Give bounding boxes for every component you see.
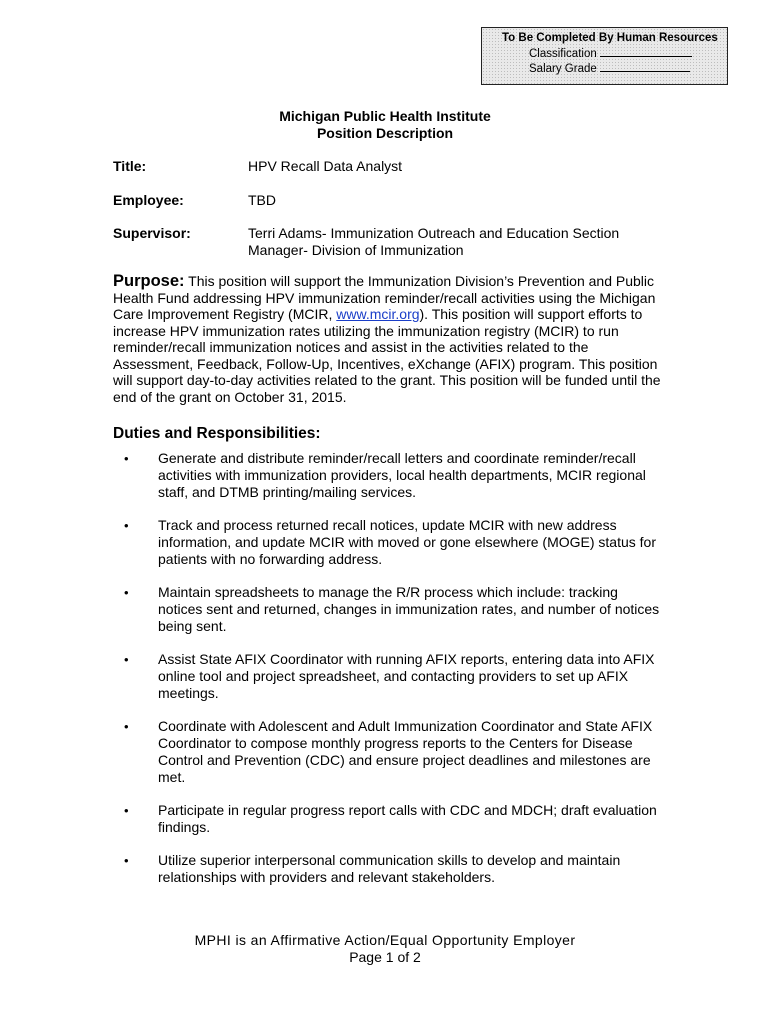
bullet-icon: •	[124, 518, 129, 533]
bullet-icon: •	[124, 803, 129, 818]
classification-blank	[600, 46, 692, 57]
title-value: HPV Recall Data Analyst	[248, 158, 403, 174]
purpose-text-start: This position will support the Immunization Division’s Prevention and Public Health Fund addressing HPV immunization reminder/recall activities using the Michigan Care Improvement Registry (MCIR,	[113, 273, 656, 322]
mcir-link[interactable]: www.mcir.org	[336, 306, 420, 322]
duty-text: Coordinate with Adolescent and Adult Immunization Coordinator and State AFIX Coordinator to compose monthly progress reports to the Centers for Disease Control and Prevention (CDC) and ensure project deadlines and milestones are met.	[158, 718, 653, 785]
bullet-icon: •	[124, 451, 129, 466]
list-item	[113, 584, 661, 635]
supervisor-value: Terri Adams- Immunization Outreach and Education Section Manager- Division of Immunization	[248, 225, 620, 258]
classification-line	[529, 46, 692, 60]
list-item	[113, 718, 661, 786]
duty-text: Utilize superior interpersonal communication skills to develop and maintain relationships with providers and relevant stakeholders.	[158, 852, 621, 885]
purpose-paragraph	[113, 273, 661, 405]
duties-heading: Duties and Responsibilities:	[113, 425, 321, 442]
bullet-icon: •	[124, 585, 129, 600]
duty-text: Participate in regular progress report calls with CDC and MDCH; draft evaluation findings.	[158, 802, 657, 835]
list-item	[113, 802, 661, 836]
employee-value: TBD	[248, 192, 276, 208]
list-item	[113, 450, 661, 501]
supervisor-label: Supervisor:	[113, 225, 191, 241]
bullet-icon: •	[124, 652, 129, 667]
list-item	[113, 517, 661, 568]
purpose-label: Purpose:	[113, 272, 185, 290]
classification-label: Classification	[529, 48, 597, 60]
list-item	[113, 651, 661, 702]
duty-text: Generate and distribute reminder/recall letters and coordinate reminder/recall activities with immunization providers, local health departments, MCIR regional staff, and DTMB printing/mailing services.	[158, 450, 646, 500]
bullet-icon: •	[124, 719, 129, 734]
employee-label: Employee:	[113, 192, 184, 208]
salary-grade-label: Salary Grade	[529, 63, 597, 75]
list-item	[113, 852, 661, 886]
duty-text: Maintain spreadsheets to manage the R/R process which include: tracking notices sent and returned, changes in immunization rates, and number of notices being sent.	[158, 584, 660, 634]
duties-list	[113, 450, 673, 902]
duty-text: Assist State AFIX Coordinator with running AFIX reports, entering data into AFIX online tool and project spreadsheet, and contacting providers to set up AFIX meetings.	[158, 651, 655, 701]
hr-completion-box	[481, 27, 728, 85]
duty-text: Track and process returned recall notices, update MCIR with new address information, and update MCIR with moved or gone elsewhere (MOGE) status for patients with no forwarding address.	[158, 517, 656, 567]
title-label: Title:	[113, 158, 147, 174]
document-title: Position Description	[316, 125, 454, 141]
salary-grade-line	[529, 61, 690, 75]
page-number: Page 1 of 2	[349, 949, 421, 965]
bullet-icon: •	[124, 853, 129, 868]
organization-title: Michigan Public Health Institute	[279, 108, 491, 124]
purpose-text-end: ). This position will support efforts to increase HPV immunization rates utilizing the immunization registry (MCIR) to run reminder/recall immunization notices and assist in the activities related to the Assessment, Feedback, Follow-Up, Incentives, eXchange (AFIX) program. This position will support day-to-day activities related to the grant. This position will be funded until the end of the grant on October 31, 2015.	[113, 306, 661, 405]
eeo-statement: MPHI is an Affirmative Action/Equal Opportunity Employer	[194, 932, 576, 948]
salary-grade-blank	[600, 61, 690, 72]
hr-box-title: To Be Completed By Human Resources	[502, 32, 718, 44]
